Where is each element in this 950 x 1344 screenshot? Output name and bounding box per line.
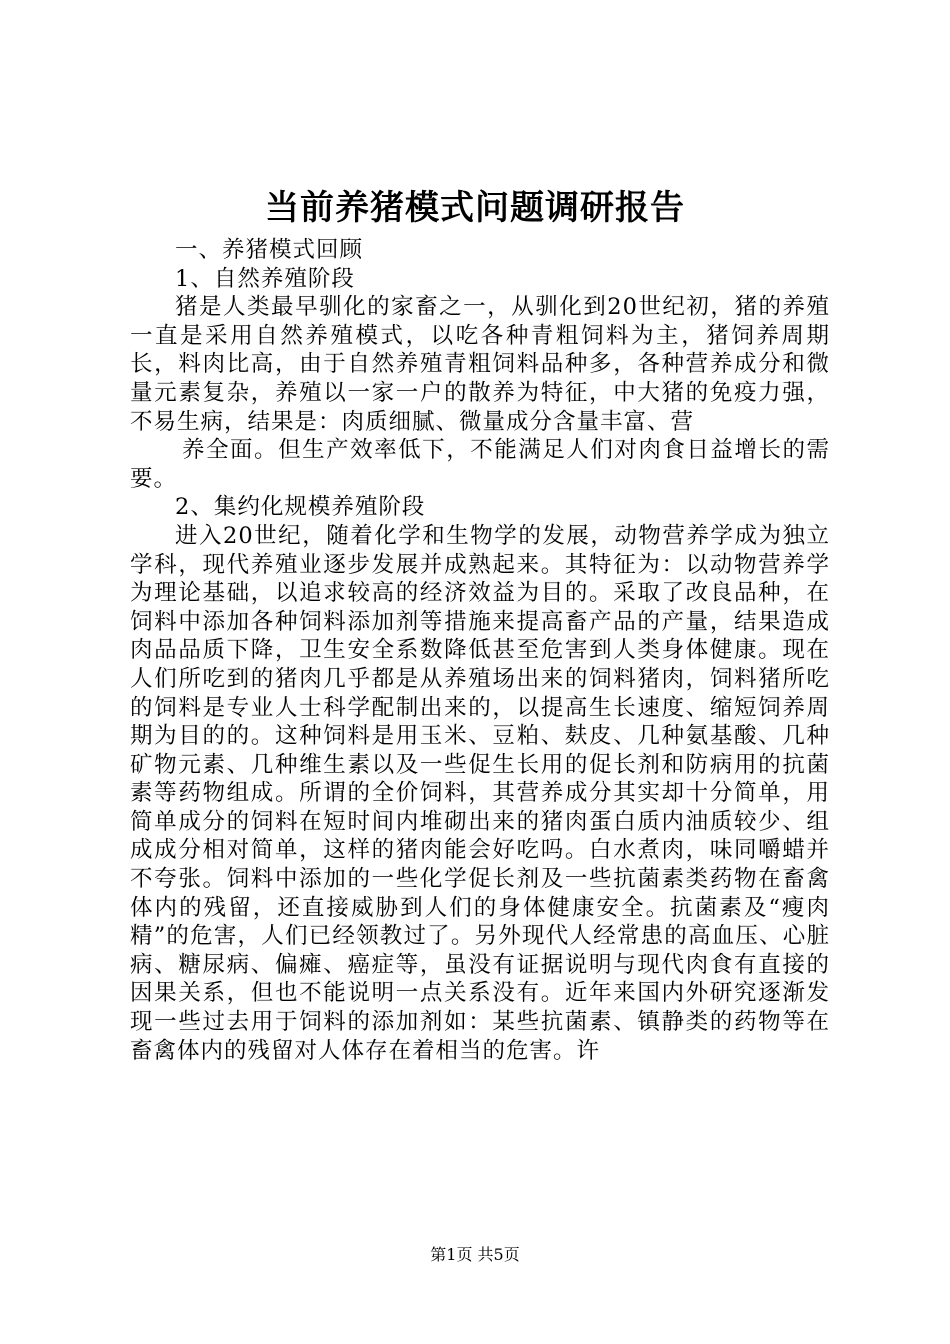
body-paragraph: 猪是人类最早驯化的家畜之一，从驯化到20世纪初，猪的养殖一直是采用自然养殖模式，以吃各种青粗饲料为主，猪饲养周期长，料肉比高，由于自然养殖青粗饲料品种多，各种营养成分和微量元素复杂，养殖以一家一户的散养为特征，中大猪的免疫力强，不易生病，结果是：肉质细腻、微量成分含量丰富、营 [130,294,830,435]
document-body [130,236,830,1065]
subsection-heading: 2、集约化规模养殖阶段 [175,494,426,521]
section-heading: 一、养猪模式回顾 [175,237,364,263]
page-footer: 第1页 共5页 [430,1245,520,1264]
document-title: 当前养猪模式问题调研报告 [265,188,685,228]
body-paragraph: 养全面。但生产效率低下，不能满足人们对肉食日益增长的需要。 [130,437,830,492]
subsection-heading: 1、自然养殖阶段 [175,265,355,292]
body-paragraph: 进入20世纪，随着化学和生物学的发展，动物营养学成为独立学科，现代养殖业逐步发展并成熟起来。其特征为：以动物营养学为理论基础，以追求较高的经济效益为目的。采取了改良品种，在饲料中添加各种饲料添加剂等措施来提高畜产品的产量，结果造成肉品品质下降，卫生安全系数降低甚至危害到人类身体健康。现在人们所吃到的猪肉几乎都是从养殖场出来的饲料猪肉，饲料猪所吃的饲料是专业人士科学配制出来的，以提高生长速度、缩短饲养周期为目的的。这种饲料是用玉米、豆粕、麸皮、几种氨基酸、几种矿物元素、几种维生素以及一些促生长用的促长剂和防病用的抗菌素等药物组成。所谓的全价饲料，其营养成分其实却十分简单，用简单成分的饲料在短时间内堆砌出来的猪肉蛋白质内油质较少、组成成分相对简单，这样的猪肉能会好吃吗。白水煮肉，味同嚼蜡并不夸张。饲料中添加的一些化学促长剂及一些抗菌素类药物在畜禽体内的残留，还直接威胁到人们的身体健康安全。抗菌素及“瘦肉精”的危害，人们已经领教过了。另外现代人经常患的高血压、心脏病、糖尿病、偏瘫、癌症等，虽没有证据说明与现代肉食有直接的因果关系，但也不能说明一点关系没有。近年来国内外研究逐渐发现一些过去用于饲料的添加剂如：某些抗菌素、镇静类的药物等在畜禽体内的残留对人体存在着相当的危害。许 [130,522,830,1064]
